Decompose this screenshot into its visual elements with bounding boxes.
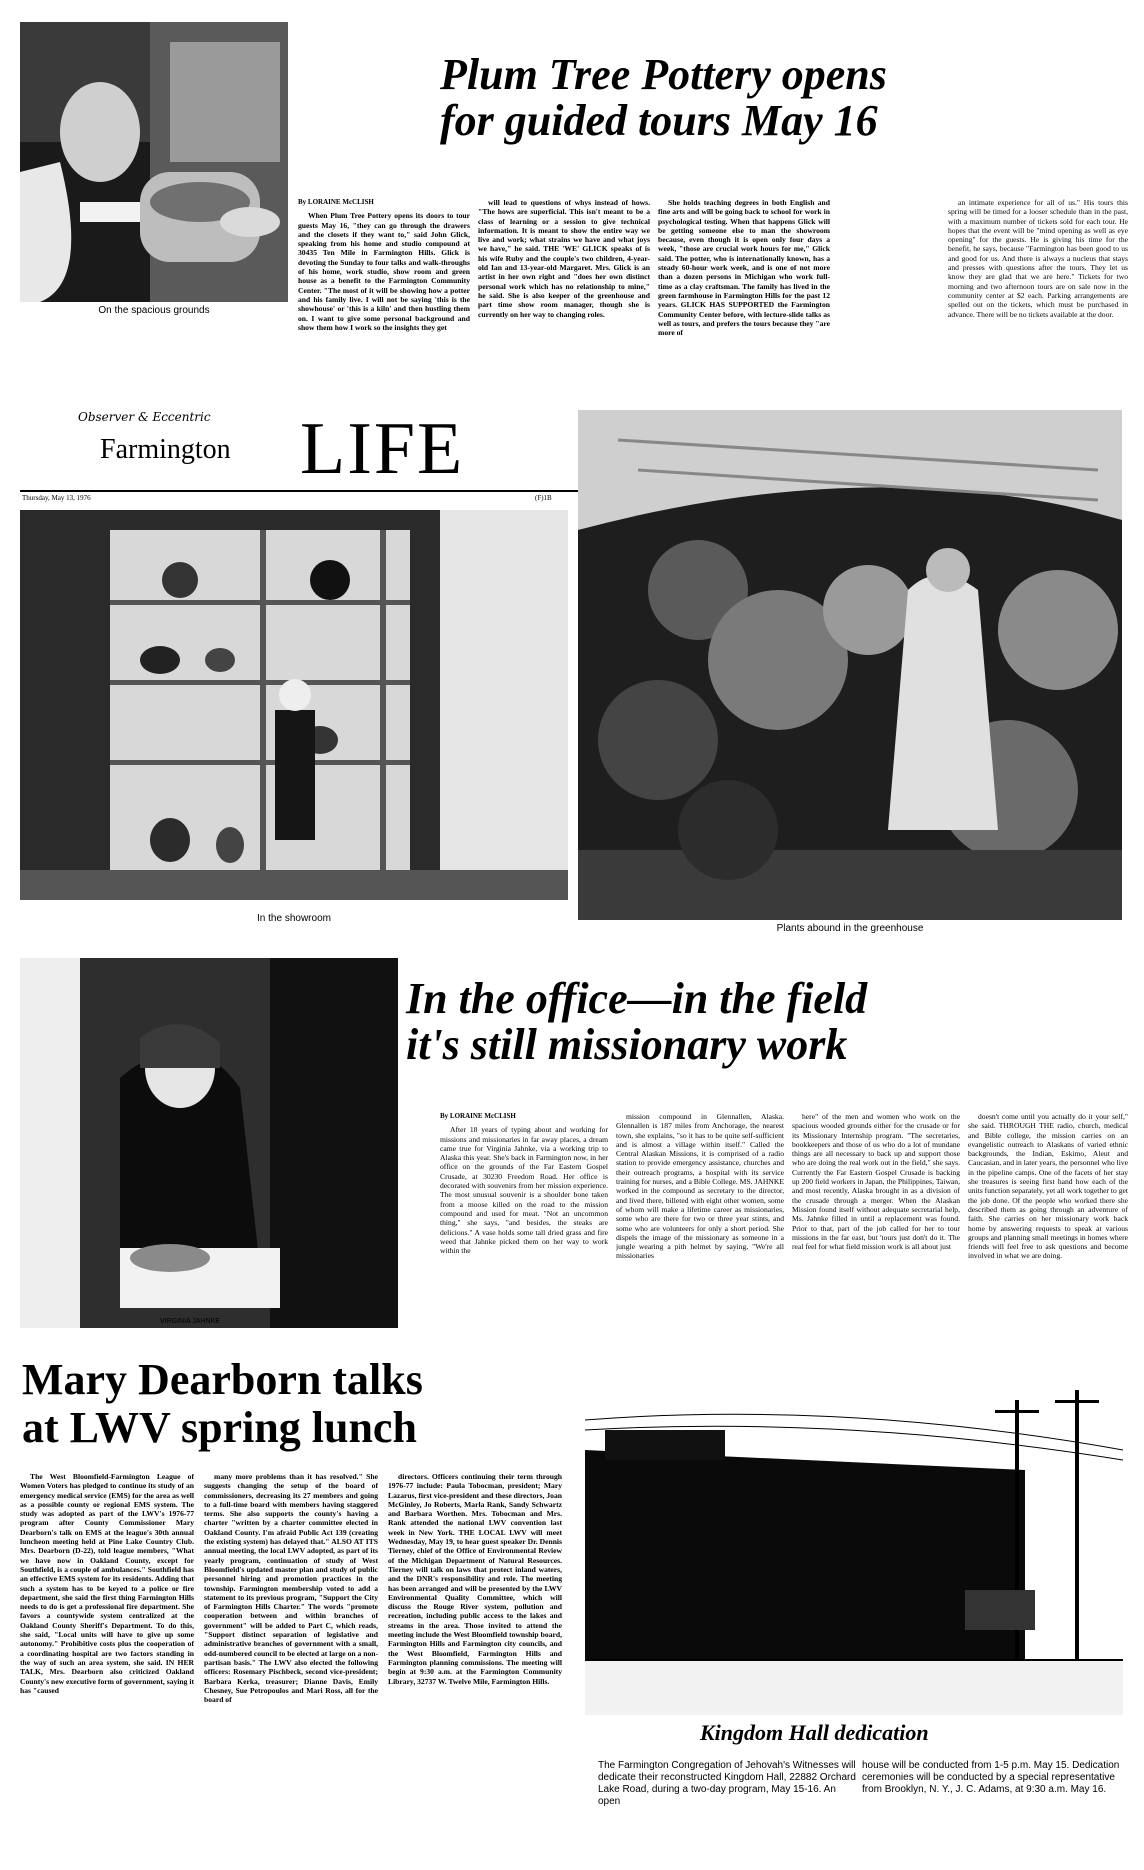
kingdom-hall-col-1: The Farmington Congregation of Jehovah's Witnesses will dedicate their reconstructed Kingdom Hall, 22882 Orchard Lake Road, during a two-day program, May 15-16. An open	[598, 1760, 856, 1807]
caption-greenhouse: Plants abound in the greenhouse	[776, 923, 924, 934]
pottery-col-4	[948, 198, 1128, 388]
masthead-paper-name: Observer & Eccentric	[78, 410, 211, 424]
caption-grounds: On the spacious grounds	[98, 305, 210, 316]
missionary-headline-line2: it's still missionary work	[406, 1020, 848, 1070]
lwv-col-1-text: The West Bloomfield-Farmington League of Women Voters has pledged to continue its study of an emergency medical service (EMS) for the area as well as a possible county or regional EMS system. The study was adopted as part of the LWV's 1976-77 program after County Commissioner Mary Dearborn's talk on EMS at the league's 30th annual luncheon meeting held at Pine Lake Country Club. Mrs. Dearborn (D-22), told league members, "What we have now in Oakland County, except for Southfield, is a couple of ambulances." Southfield has an effective EMS system for its residents. Adding that such a system has to be keyed to a police or fire department, she said the first thing Farmington Hills needs to do is get a professional fire department. She favors a countywide system centralized at the Oakland County Sheriff's Department. To do this, she said, "Local units will have to give up some autonomy." Prohibitive costs plus the cooperation of a coordinating hospital are two factors standing in the way of such an area system, she said. IN HER TALK, Mrs. Dearborn also criticized Oakland County's new executive form of government, saying it has "caused	[20, 1472, 194, 1695]
caption-jahnke: VIRGINIA JAHNKE	[160, 1318, 220, 1325]
missionary-headline	[406, 976, 1126, 1068]
masthead-page: (F)1B	[535, 494, 552, 502]
lwv-col-2	[204, 1472, 378, 1862]
spacious-grounds-photo	[20, 22, 288, 302]
missionary-col-4	[968, 1112, 1128, 1334]
kingdom-hall-col-2: house will be conducted from 1-5 p.m. May 15. Dedication ceremonies will be conducted by a special representative from Brooklyn, N. Y., J. C. Adams, at 9:30 a.m. May 16.	[862, 1760, 1120, 1795]
lwv-headline-line1: Mary Dearborn talks	[22, 1355, 423, 1404]
missionary-col-1-text: After 18 years of typing about and working for missions and missionaries in far away places, a dream came true for Virginia Jahnke, via a working trip to Alaska this year. She's back in Farmington now, in her office on the grounds of the Far Eastern Gospel Crusade, at 30230 Freedom Road. Her office is decorated with souvenirs from her mission experience. The most unusual souvenir is a shoulder bone taken from a moose killed on the road to the mission compound and used for meat. "Not an uncommon thing," she says, "and besides, the steaks are delicious." A vase holds some tall dried grass and fire weed that Jahnke picked them on her way to work within the	[440, 1125, 608, 1256]
masthead-city: Farmington	[100, 434, 231, 465]
missionary-byline: By LORAINE McCLISH	[440, 1112, 516, 1120]
pottery-headline-line2: for guided tours May 16	[440, 96, 878, 146]
caption-showroom: In the showroom	[257, 913, 331, 924]
pottery-col-1	[298, 198, 470, 388]
lwv-col-3	[388, 1472, 562, 1862]
pottery-byline: By LORAINE McCLISH	[298, 198, 374, 206]
masthead-rule	[20, 490, 580, 492]
pottery-col-1-text: When Plum Tree Pottery opens its doors to tour guests May 16, "they can go through the drawers and the closets if they want to," said John Glick, speaking from his home and studio compound at 30435 Ten Mile in Farmington Hills. Glick is devoting the Sunday to four talks and walk-throughs of his home, work studio, show room and green house as a benefit to the Farmington Community Center. "The most of it will be showing how a potter and his family live. I will not be saying 'this is the showhouse' or 'this is a kiln' and then hustling them on. I want to give some personal background and show them how I work so the insights they get	[298, 211, 470, 332]
masthead-date: Thursday, May 13, 1976	[22, 494, 91, 502]
missionary-col-2	[616, 1112, 784, 1334]
missionary-col-3-text: here" of the men and women who work on the spacious wooded grounds either for the crusade or for its Missionary Internship program. "The secretaries, bookkeepers and those of us who do a lot of mundane things are all necessary to back up and support those who are doing the real work out in the field," she says. Currently the Far Eastern Gospel Crusade is backing up 200 field workers in Japan, the Philippines, Taiwan, and most recently, Alaska brought in as a division of the crusade through a merger. When the Alaskan Mission found itself without adequate secretarial help, Ms. Jahnke filled in until a replacement was found. Prior to that, part of the job called for her to tour missions in the far east, but 'tours just don't do it. The real feel for what field mission work is all about just	[792, 1112, 960, 1252]
kingdom-hall-photo	[585, 1360, 1123, 1715]
lwv-headline-line2: at LWV spring lunch	[22, 1402, 417, 1452]
pottery-col-3-text: She holds teaching degrees in both English and fine arts and will be going back to school for work in psychological testing. When that happens Glick will be getting someone else to man the showroom because, even though it is open only four days a week, "those are crucial work hours for me," Glick said. The potter, who is internationally known, has a steady 60-hour work week, and is one of not more than a dozen persons in Michigan who work full-time as a clay craftsman. The family has lived in the green farmhouse in Farmington Hills for the past 12 years. GLICK HAS SUPPORTED the Farmington Community Center before, with lecture-slide talks as well as tours, and prefers the tours because they "are more of	[658, 198, 830, 338]
missionary-col-4-text: doesn't come until you actually do it your self," she said. THROUGH THE radio, church, medical and Bible college, the mission carries on an evangelistic outreach to Alaskans of varied ethnic backgrounds, the Indian, Eskimo, Aleut and Caucasian, and in later years, the personnel who live in the pipeline camps. One of the facets of her stay she treasures is seeing first hand how each of the units function separately, yet all work together to get the job done. Of the people who worked there she described them as going through an adventure of faith. She carries on her missionary work back home by answering requests to speak at various groups and planning small meetings in homes where friends will feel free to ask questions and become involved in what we are doing.	[968, 1112, 1128, 1261]
missionary-col-1	[440, 1112, 608, 1334]
pottery-headline	[440, 52, 1080, 144]
pottery-col-2	[478, 198, 650, 388]
pottery-col-3	[658, 198, 830, 388]
pottery-col-4-text: an intimate experience for all of us." His tours this spring will be timed for a looser schedule than in the past, with a maximum number of tickets sold for each tour. He hopes that the event will be "mind opening as well as eye opening" for the guests. He is giving his time for the benefit, he says, because "Farmington has been good to us and good for us. And there is always a nucleus that stays and presses with questions after the tours. They let us know they are glad that we are here." Tickets for two morning and two afternoon tours are on sale now in the community center at $2 each. Parking arrangements are spelled out on the tickets, which must be purchased in advance. There will be no tickets available at the door.	[948, 198, 1128, 319]
pottery-col-2-text: will lead to questions of whys instead of hows. "The hows are superficial. This isn't meant to be a class of learning or a session to give technical information. It is meant to show the entire way we live and work; what strains we have and what joys we have," he said. THE 'WE' GLICK speaks of is his wife Ruby and the couple's two children, 4-year-old Ian and 13-year-old Margaret. Mrs. Glick is an artist in her own right and "does her own distinct personal work which has no relationship to mine," he said. She is also keeper of the greenhouse and part time show room manager, though she is currently on her way to changing roles.	[478, 198, 650, 319]
virginia-jahnke-photo	[20, 958, 398, 1328]
masthead-section: LIFE	[300, 408, 465, 490]
lwv-col-3-text: directors. Officers continuing their term through 1976-77 include: Paula Tobocman, president; Mary Lazarus, first vice-president and these directors, Joan McGinley, Jo Roberts, Marla Rank, Sandy Schwartz and Barbara Worthen. Mrs. Tobocman and Mrs. Rank attended the national LWV convention last week in New York. THE LOCAL LWV will meet Wednesday, May 19, to hear guest speaker Dr. Dennis Tierney, chief of the Office of Environmental Review of the Michigan Department of Natural Resources. Tierney will talk on laws that protect inland waters, and the DNR's responsibility and role. The meeting has been arranged and will be presented by the LWV Environmental Quality Committee, which will discuss the Rouge River system, pollution and recreation, including public access to the lakes and streams in the area. Those invited to attend the meeting include the West Bloomfield township board, Farmington Hills and Farmington city councils, and the West Bloomfield, Farmington Hills and Farmington planning commissions. The meeting will begin at 9:30 a.m. at the Farmington Community Library, 32737 W. Twelve Mile, Farmington Hills.	[388, 1472, 562, 1686]
lwv-headline	[22, 1356, 562, 1451]
greenhouse-photo	[578, 410, 1122, 920]
kingdom-hall-title: Kingdom Hall dedication	[700, 1720, 929, 1745]
missionary-headline-line1: In the office—in the field	[406, 974, 868, 1023]
missionary-col-3	[792, 1112, 960, 1334]
missionary-col-2-text: mission compound in Glennallen, Alaska. Glennallen is 187 miles from Anchorage, the nearest town, she explains, "so it has to be quite self-sufficient and is almost a village within itself." Called the Central Alaskan Missions, it is comprised of a radio station to provide emergency assistance, churches and their outreach programs, a hospital with its service training for nurses, and a Bible College. MS. JAHNKE worked in the compound as secretary to the director, and lived there, billeted with eight other women, some of whom will make a lifetime career as missionaries, some who are there for two or three year stints, and some who are volunteers for only a short period. She dispels the image of the missionary as someone in a jungle wearing a pith helmet by saying, "We're all missionaries	[616, 1112, 784, 1261]
lwv-col-1	[20, 1472, 194, 1862]
lwv-col-2-text: many more problems than it has resolved." She suggests changing the setup of the board of commissioners, decreasing its 27 members and going to a full-time board with members having staggered terms. She also supports the county's having a charter "written by a charter committee elected in Oakland County. I'm afraid Public Act 139 (creating the existing system) has delayed that." ALSO AT ITS annual meeting, the local LWV adopted, as part of its yearly program, continuation of study of West Bloomfield's updated master plan and study of public personnel hiring and promotion practices in the township. Farmington membership voted to add a statement to its previous program, "Support the City of Farmington Hills Charter." The words "promote cooperation between and within branches of government" will be added to Part C, which reads, "Support distinct separation of legislative and administrative branches of government with a small, odd-numbered council to be elected at large on a non-partisan basis." The LWV also elected the following officers: Rosemary Pischbeck, second vice-president; Barbara Kerka, treasurer; Dianne Davis, Emily Chesney, Sue Petropoulos and Mari Ross, all for the board of	[204, 1472, 378, 1705]
pottery-headline-line1: Plum Tree Pottery opens	[440, 50, 887, 99]
showroom-photo	[20, 510, 568, 900]
